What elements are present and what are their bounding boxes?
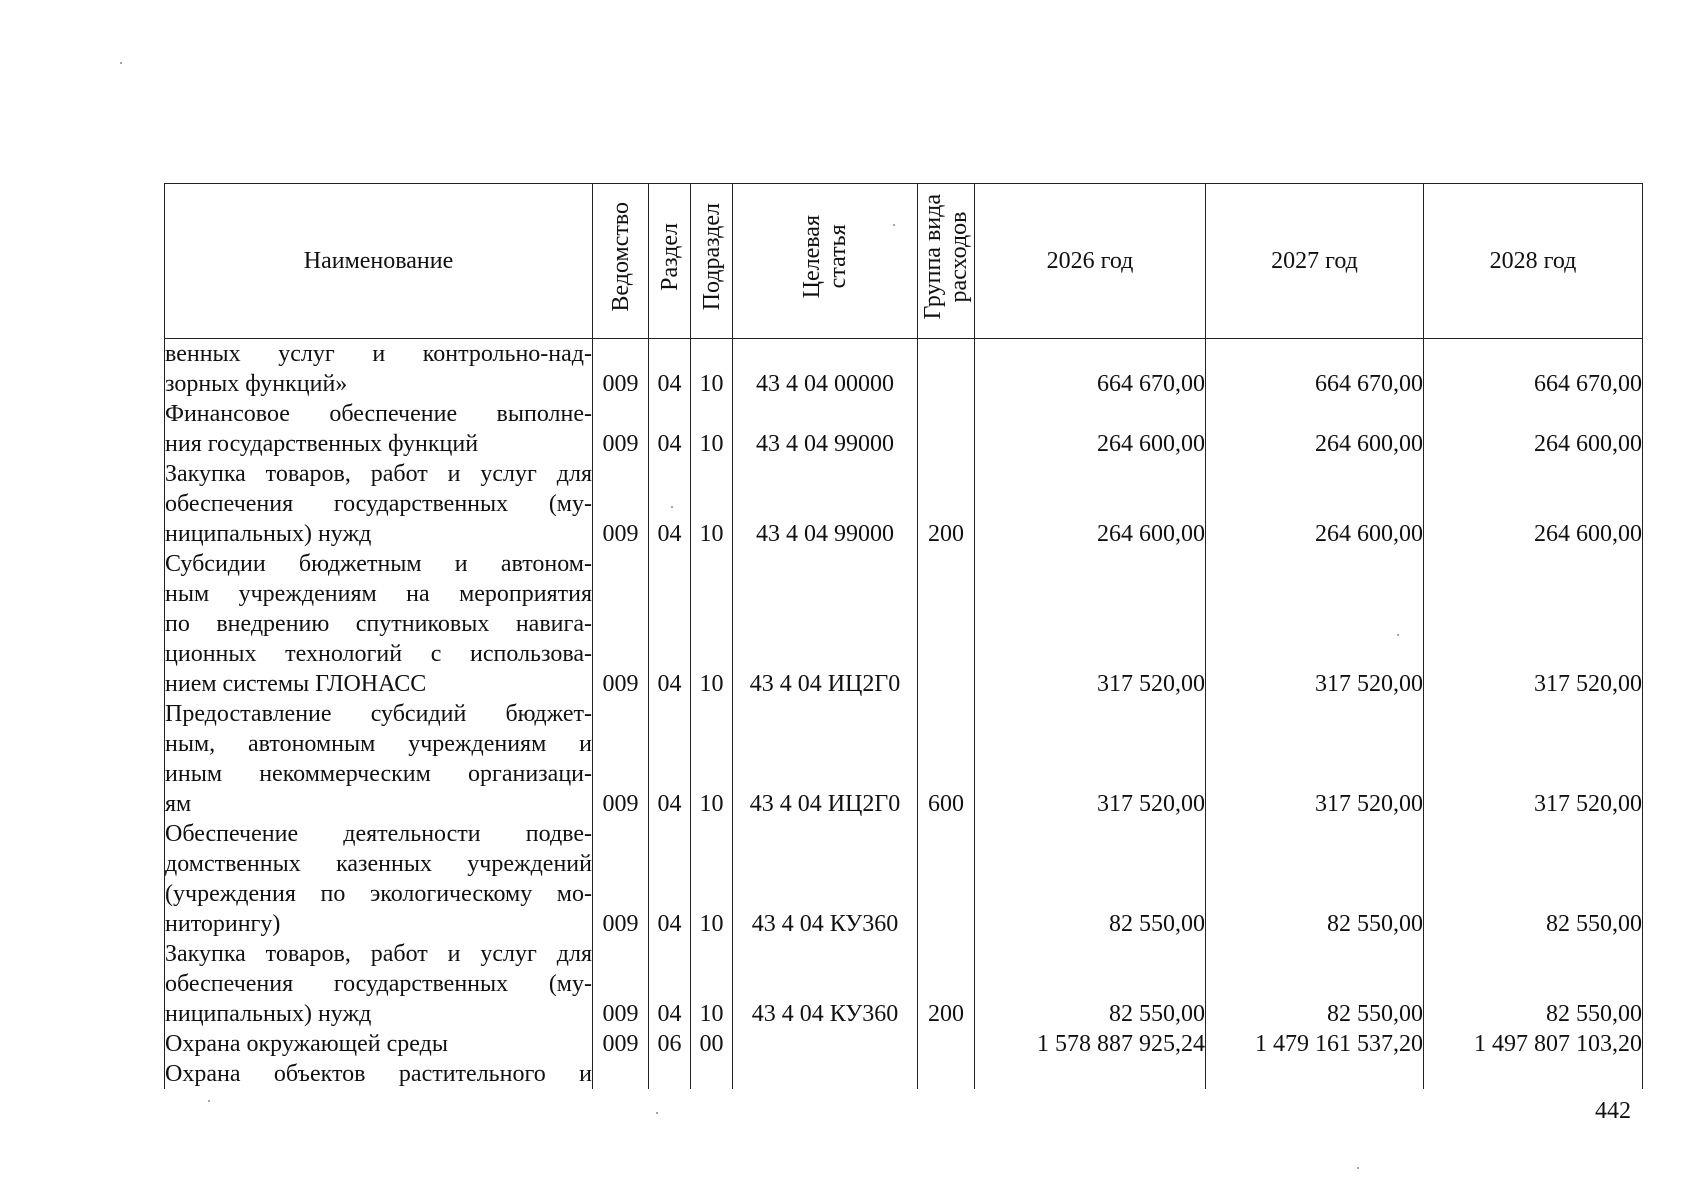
header-target-article: Целевая статья	[733, 184, 918, 339]
name-line: зорных функций»	[165, 371, 348, 397]
header-expense-group: Группа вида расходов	[918, 184, 975, 339]
cell-target-article	[733, 1059, 918, 1089]
cell-subsection: 10	[691, 549, 733, 699]
cell-section: 04	[649, 819, 691, 939]
cell-department: 009	[593, 939, 649, 1029]
cell-name	[165, 1059, 593, 1089]
table-header-row	[165, 184, 1643, 339]
cell-section	[649, 1059, 691, 1089]
cell-target-article: 43 4 04 00000	[733, 339, 918, 400]
cell-amount-2028: 82 550,00	[1424, 939, 1643, 1029]
cell-amount-2027: 264 600,00	[1206, 399, 1424, 459]
cell-amount-2026: 264 600,00	[975, 399, 1206, 459]
cell-name	[165, 549, 593, 699]
cell-department: 009	[593, 699, 649, 819]
cell-amount-2027: 82 550,00	[1206, 939, 1424, 1029]
cell-amount-2026: 264 600,00	[975, 459, 1206, 549]
cell-expense-group: 200	[918, 459, 975, 549]
cell-amount-2026: 1 578 887 925,24	[975, 1029, 1206, 1059]
name-line: обеспечения государственных (му-	[165, 971, 592, 997]
name-line: Финансовое обеспечение выполне-	[165, 401, 592, 427]
cell-amount-2027: 1 479 161 537,20	[1206, 1029, 1424, 1059]
cell-amount-2027: 82 550,00	[1206, 819, 1424, 939]
name-line: ниципальных) нужд	[165, 1001, 372, 1027]
cell-name	[165, 339, 593, 400]
cell-amount-2026: 317 520,00	[975, 549, 1206, 699]
cell-expense-group	[918, 819, 975, 939]
cell-department: 009	[593, 399, 649, 459]
cell-amount-2027: 317 520,00	[1206, 699, 1424, 819]
cell-target-article	[733, 1029, 918, 1059]
cell-department: 009	[593, 549, 649, 699]
header-year-2026: 2026 год	[975, 184, 1206, 339]
cell-subsection: 10	[691, 699, 733, 819]
cell-subsection: 10	[691, 819, 733, 939]
cell-amount-2028: 317 520,00	[1424, 549, 1643, 699]
cell-expense-group: 600	[918, 699, 975, 819]
cell-department: 009	[593, 339, 649, 400]
cell-amount-2026	[975, 1059, 1206, 1089]
cell-subsection: 10	[691, 399, 733, 459]
cell-section: 04	[649, 699, 691, 819]
table-row	[165, 339, 1643, 400]
cell-department: 009	[593, 1029, 649, 1059]
name-line: домственных казенных учреждений	[165, 851, 592, 877]
name-line: ным, автономным учреждениям и	[165, 731, 592, 757]
cell-subsection	[691, 1059, 733, 1089]
name-line: венных услуг и контрольно-над-	[165, 341, 592, 367]
cell-target-article: 43 4 04 КУ360	[733, 939, 918, 1029]
cell-expense-group	[918, 549, 975, 699]
cell-name	[165, 939, 593, 1029]
cell-amount-2027: 264 600,00	[1206, 459, 1424, 549]
cell-section: 04	[649, 399, 691, 459]
name-line: иным некоммерческим организаци-	[165, 761, 592, 787]
cell-name	[165, 819, 593, 939]
header-year-2027: 2027 год	[1206, 184, 1424, 339]
name-line: обеспечения государственных (му-	[165, 491, 592, 517]
table-row	[165, 549, 1643, 699]
cell-target-article: 43 4 04 99000	[733, 399, 918, 459]
cell-amount-2027	[1206, 1059, 1424, 1089]
name-line: ционных технологий с использова-	[165, 641, 592, 667]
cell-department: 009	[593, 819, 649, 939]
table-row	[165, 459, 1643, 549]
table-row	[165, 939, 1643, 1029]
cell-department: 009	[593, 459, 649, 549]
cell-section: 06	[649, 1029, 691, 1059]
cell-section: 04	[649, 939, 691, 1029]
header-name: Наименование	[165, 184, 593, 339]
cell-expense-group	[918, 1029, 975, 1059]
table-row	[165, 1029, 1643, 1059]
name-line: Охрана объектов растительного и	[165, 1061, 592, 1087]
cell-department	[593, 1059, 649, 1089]
name-line: ния государственных функций	[165, 431, 479, 457]
cell-subsection: 00	[691, 1029, 733, 1059]
cell-subsection: 10	[691, 459, 733, 549]
cell-name	[165, 459, 593, 549]
budget-table	[164, 183, 1643, 1089]
cell-amount-2028: 264 600,00	[1424, 459, 1643, 549]
cell-amount-2028: 264 600,00	[1424, 399, 1643, 459]
header-department: Ведомство	[593, 184, 649, 339]
cell-name	[165, 399, 593, 459]
cell-section: 04	[649, 459, 691, 549]
cell-subsection: 10	[691, 939, 733, 1029]
cell-expense-group: 200	[918, 939, 975, 1029]
cell-expense-group	[918, 339, 975, 400]
name-line: (учреждения по экологическому мо-	[165, 881, 592, 907]
table-row	[165, 819, 1643, 939]
name-line: Охрана окружающей среды	[165, 1031, 448, 1057]
cell-target-article: 43 4 04 99000	[733, 459, 918, 549]
table-body	[165, 339, 1643, 1090]
table-row	[165, 399, 1643, 459]
cell-amount-2026: 82 550,00	[975, 939, 1206, 1029]
name-line: по внедрению спутниковых навига-	[165, 611, 592, 637]
name-line: Закупка товаров, работ и услуг для	[165, 941, 592, 967]
cell-amount-2026: 664 670,00	[975, 339, 1206, 400]
cell-amount-2026: 317 520,00	[975, 699, 1206, 819]
cell-target-article: 43 4 04 ИЦ2Г0	[733, 549, 918, 699]
cell-amount-2027: 664 670,00	[1206, 339, 1424, 400]
name-line: Обеспечение деятельности подве-	[165, 821, 592, 847]
cell-amount-2027: 317 520,00	[1206, 549, 1424, 699]
header-year-2028: 2028 год	[1424, 184, 1643, 339]
cell-section: 04	[649, 549, 691, 699]
cell-amount-2028	[1424, 1059, 1643, 1089]
name-line: Предоставление субсидий бюджет-	[165, 701, 592, 727]
cell-target-article: 43 4 04 ИЦ2Г0	[733, 699, 918, 819]
cell-expense-group	[918, 1059, 975, 1089]
table-row	[165, 699, 1643, 819]
name-line: Субсидии бюджетным и автоном-	[165, 551, 592, 577]
cell-amount-2028: 317 520,00	[1424, 699, 1643, 819]
name-line: ниторингу)	[165, 911, 281, 937]
name-line: нием системы ГЛОНАСС	[165, 671, 427, 697]
name-line: Закупка товаров, работ и услуг для	[165, 461, 592, 487]
cell-amount-2028: 664 670,00	[1424, 339, 1643, 400]
cell-name	[165, 1029, 593, 1059]
cell-amount-2028: 82 550,00	[1424, 819, 1643, 939]
name-line: ям	[165, 791, 192, 817]
cell-section: 04	[649, 339, 691, 400]
cell-amount-2028: 1 497 807 103,20	[1424, 1029, 1643, 1059]
name-line: ным учреждениям на мероприятия	[165, 581, 592, 607]
header-section: Раздел	[649, 184, 691, 339]
page-number: 442	[1595, 1098, 1631, 1124]
cell-name	[165, 699, 593, 819]
cell-target-article: 43 4 04 КУ360	[733, 819, 918, 939]
cell-expense-group	[918, 399, 975, 459]
cell-amount-2026: 82 550,00	[975, 819, 1206, 939]
cell-subsection: 10	[691, 339, 733, 400]
header-subsection: Подраздел	[691, 184, 733, 339]
name-line: ниципальных) нужд	[165, 521, 372, 547]
table-row	[165, 1059, 1643, 1089]
